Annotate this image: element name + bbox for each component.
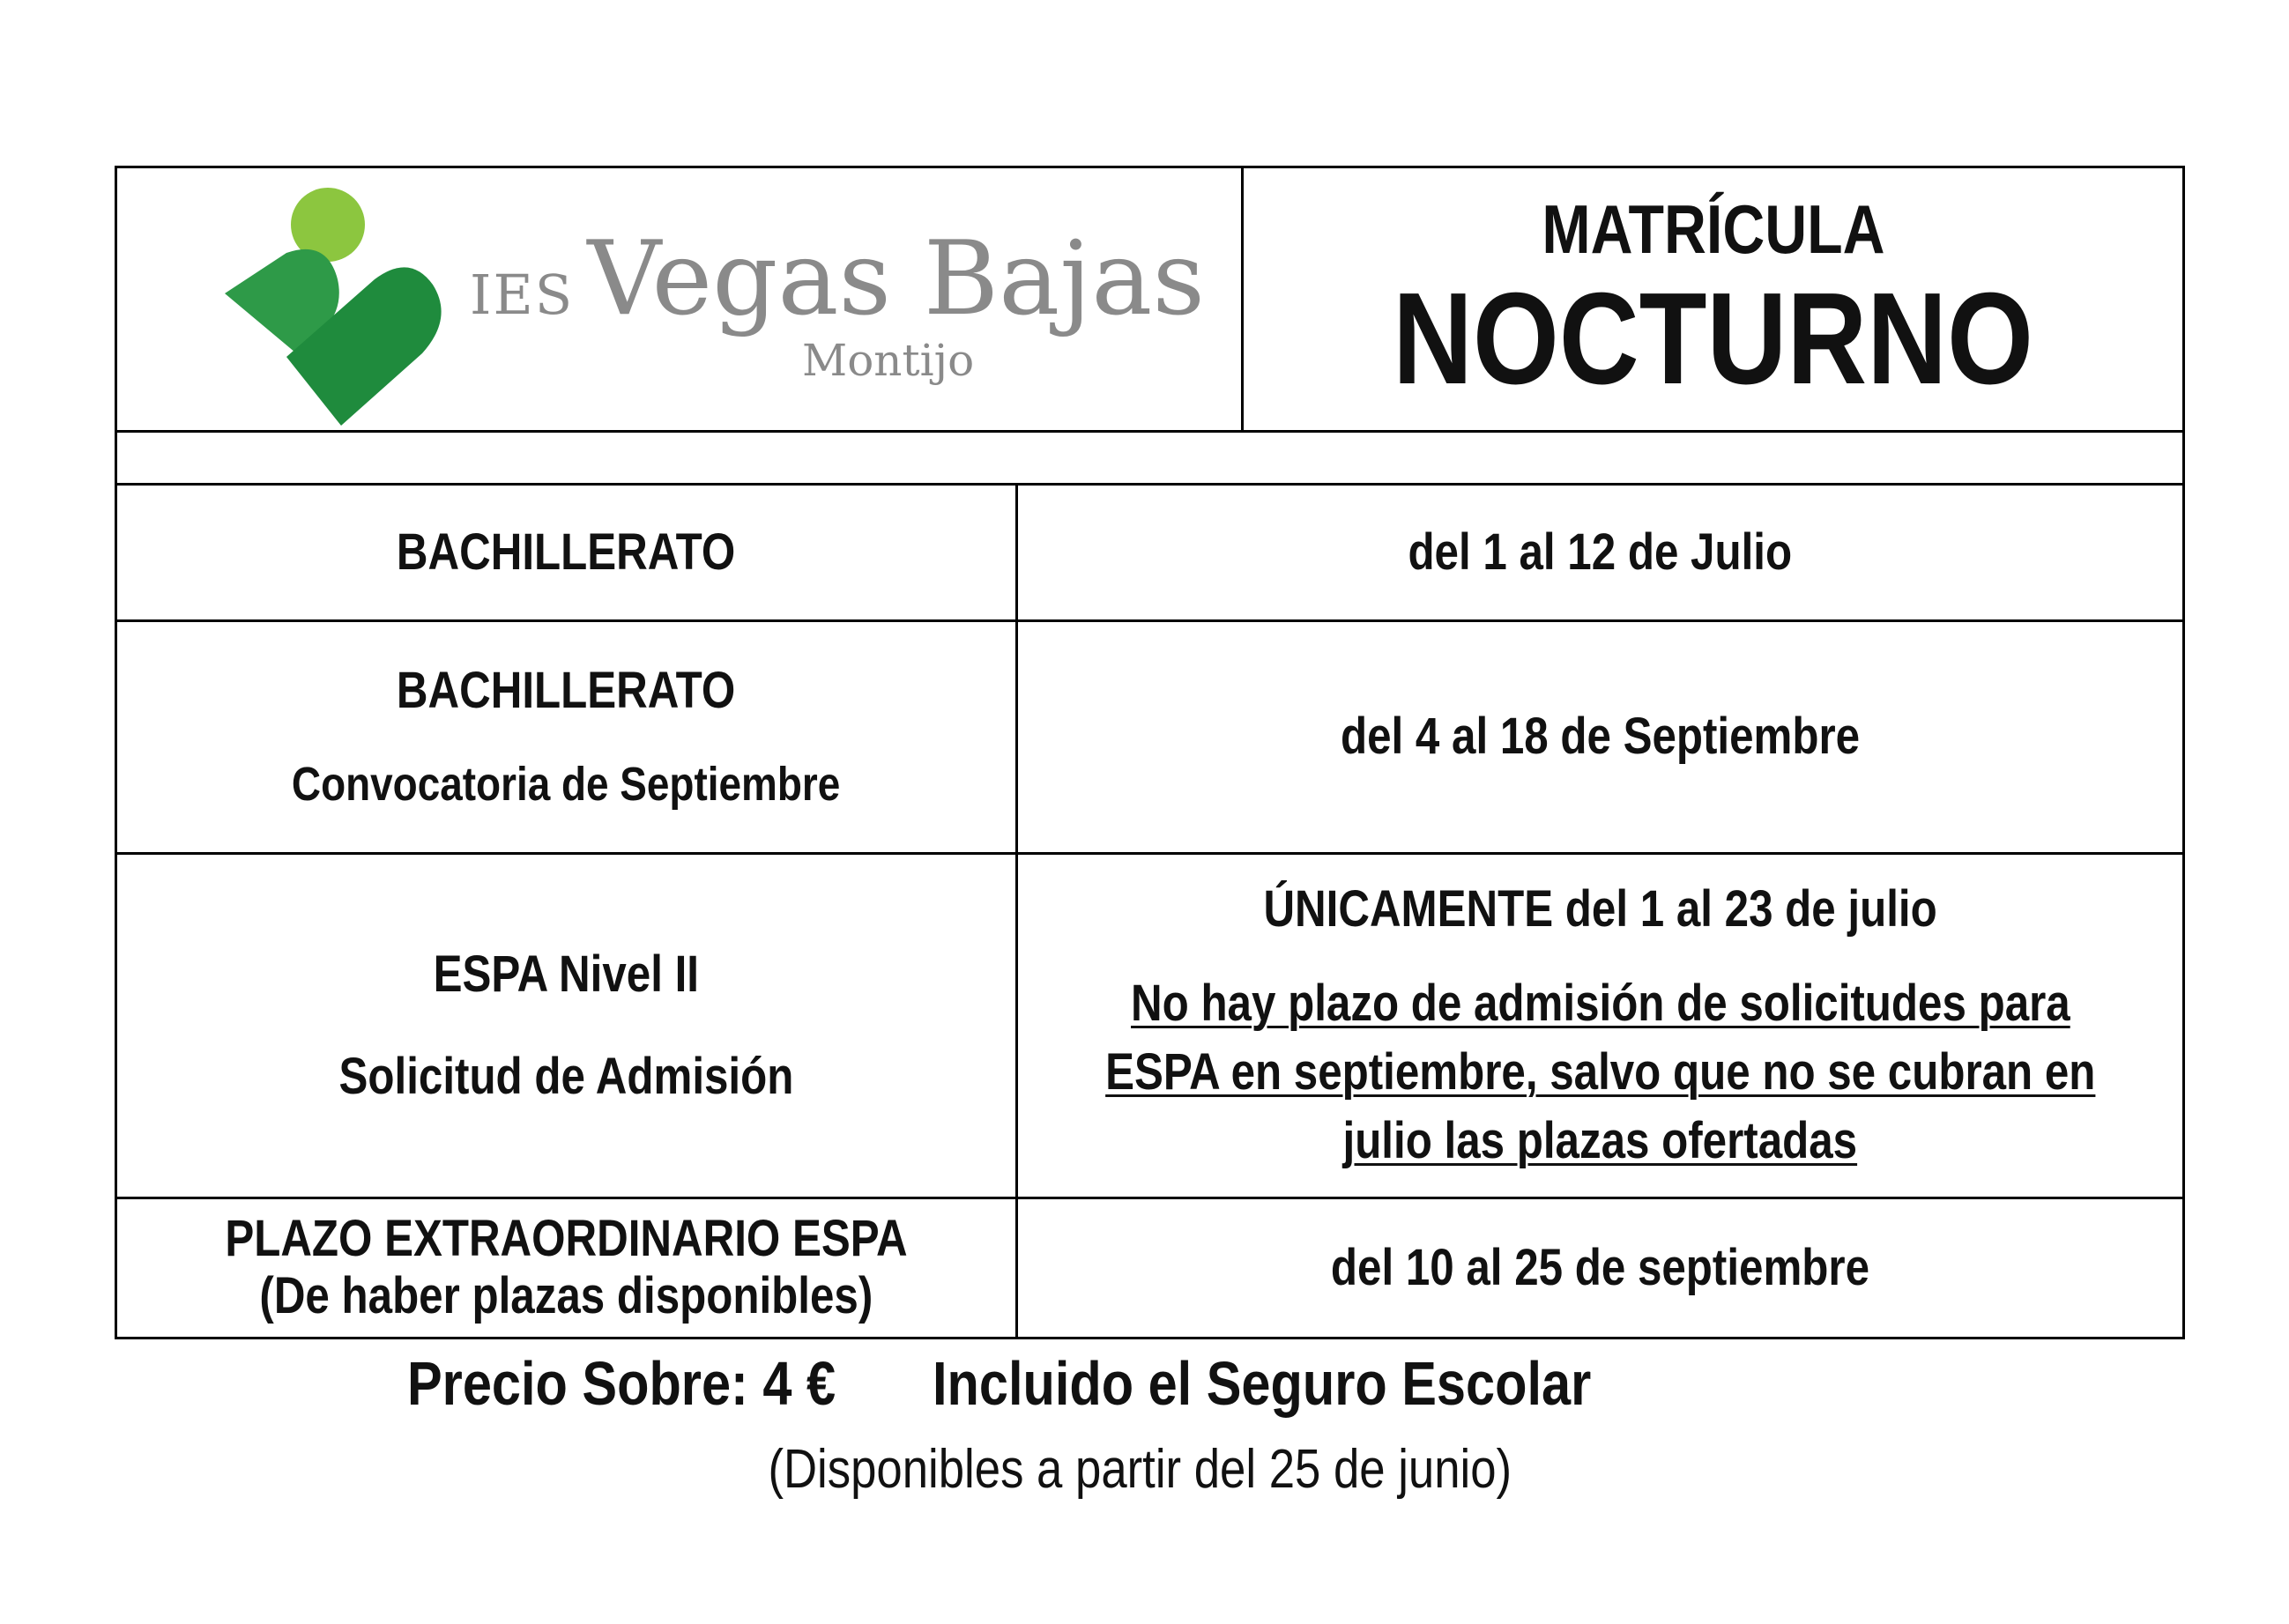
- row1-title: BACHILLERATO: [397, 523, 736, 581]
- row4-dates: del 10 al 25 de septiembre: [1330, 1238, 1870, 1296]
- row3-note: [1018, 969, 2183, 1175]
- row4-title: PLAZO EXTRAORDINARIO ESPA: [225, 1210, 908, 1268]
- row3-note-line1: No hay plazo de admisión de solicitudes para: [1130, 975, 2070, 1033]
- school-location: Montijo: [802, 335, 975, 386]
- row2-left: [117, 622, 1015, 852]
- border-bottom: [115, 1337, 2185, 1339]
- footer-insurance: Incluido el Seguro Escolar: [933, 1349, 1592, 1418]
- school-prefix: IES: [470, 263, 575, 327]
- title-matricula: MATRÍCULA: [1541, 189, 1885, 268]
- row2-title: BACHILLERATO: [397, 661, 736, 719]
- row3-note-line2: ESPA en septiembre, salvo que no se cubran en: [1104, 1043, 2096, 1101]
- row3-subtitle: Solicitud de Admisión: [338, 1048, 794, 1105]
- row3-dates: ÚNICAMENTE del 1 al 23 de julio: [1263, 880, 1937, 938]
- border-right: [2182, 166, 2185, 1339]
- row1-left: [117, 486, 1015, 619]
- school-main-name: Vegas Bajas: [587, 219, 1205, 338]
- footer-price-line: [0, 1348, 2289, 1427]
- row4-left: [117, 1199, 1015, 1337]
- border-header-bottom: [115, 430, 2185, 433]
- row2-subtitle: Convocatoria de Septiembre: [292, 758, 841, 812]
- row1-right: [1018, 486, 2182, 619]
- title-nocturno: NOCTURNO: [1393, 266, 2033, 412]
- school-logo-mark: [190, 181, 454, 426]
- footer-availability: [0, 1438, 2289, 1501]
- row3-note-line3: julio las plazas ofertadas: [1342, 1111, 1858, 1169]
- row3-right: [1018, 855, 2182, 1221]
- row4-subtitle: (De haber plazas disponibles): [259, 1267, 873, 1324]
- school-name: [470, 219, 1205, 338]
- footer-availability-text: (Disponibles a partir del 25 de junio): [768, 1439, 1512, 1500]
- row3-left: [117, 855, 1015, 1197]
- row3-title: ESPA Nivel II: [433, 945, 700, 1003]
- row2-dates: del 4 al 18 de Septiembre: [1340, 708, 1861, 766]
- row2-right: [1018, 622, 2182, 852]
- footer-price: Precio Sobre: 4 €: [407, 1349, 836, 1418]
- school-logo: [190, 181, 1205, 426]
- header-title: [1244, 168, 2182, 430]
- row4-right: [1018, 1199, 2182, 1337]
- row1-dates: del 1 al 12 de Julio: [1408, 523, 1793, 581]
